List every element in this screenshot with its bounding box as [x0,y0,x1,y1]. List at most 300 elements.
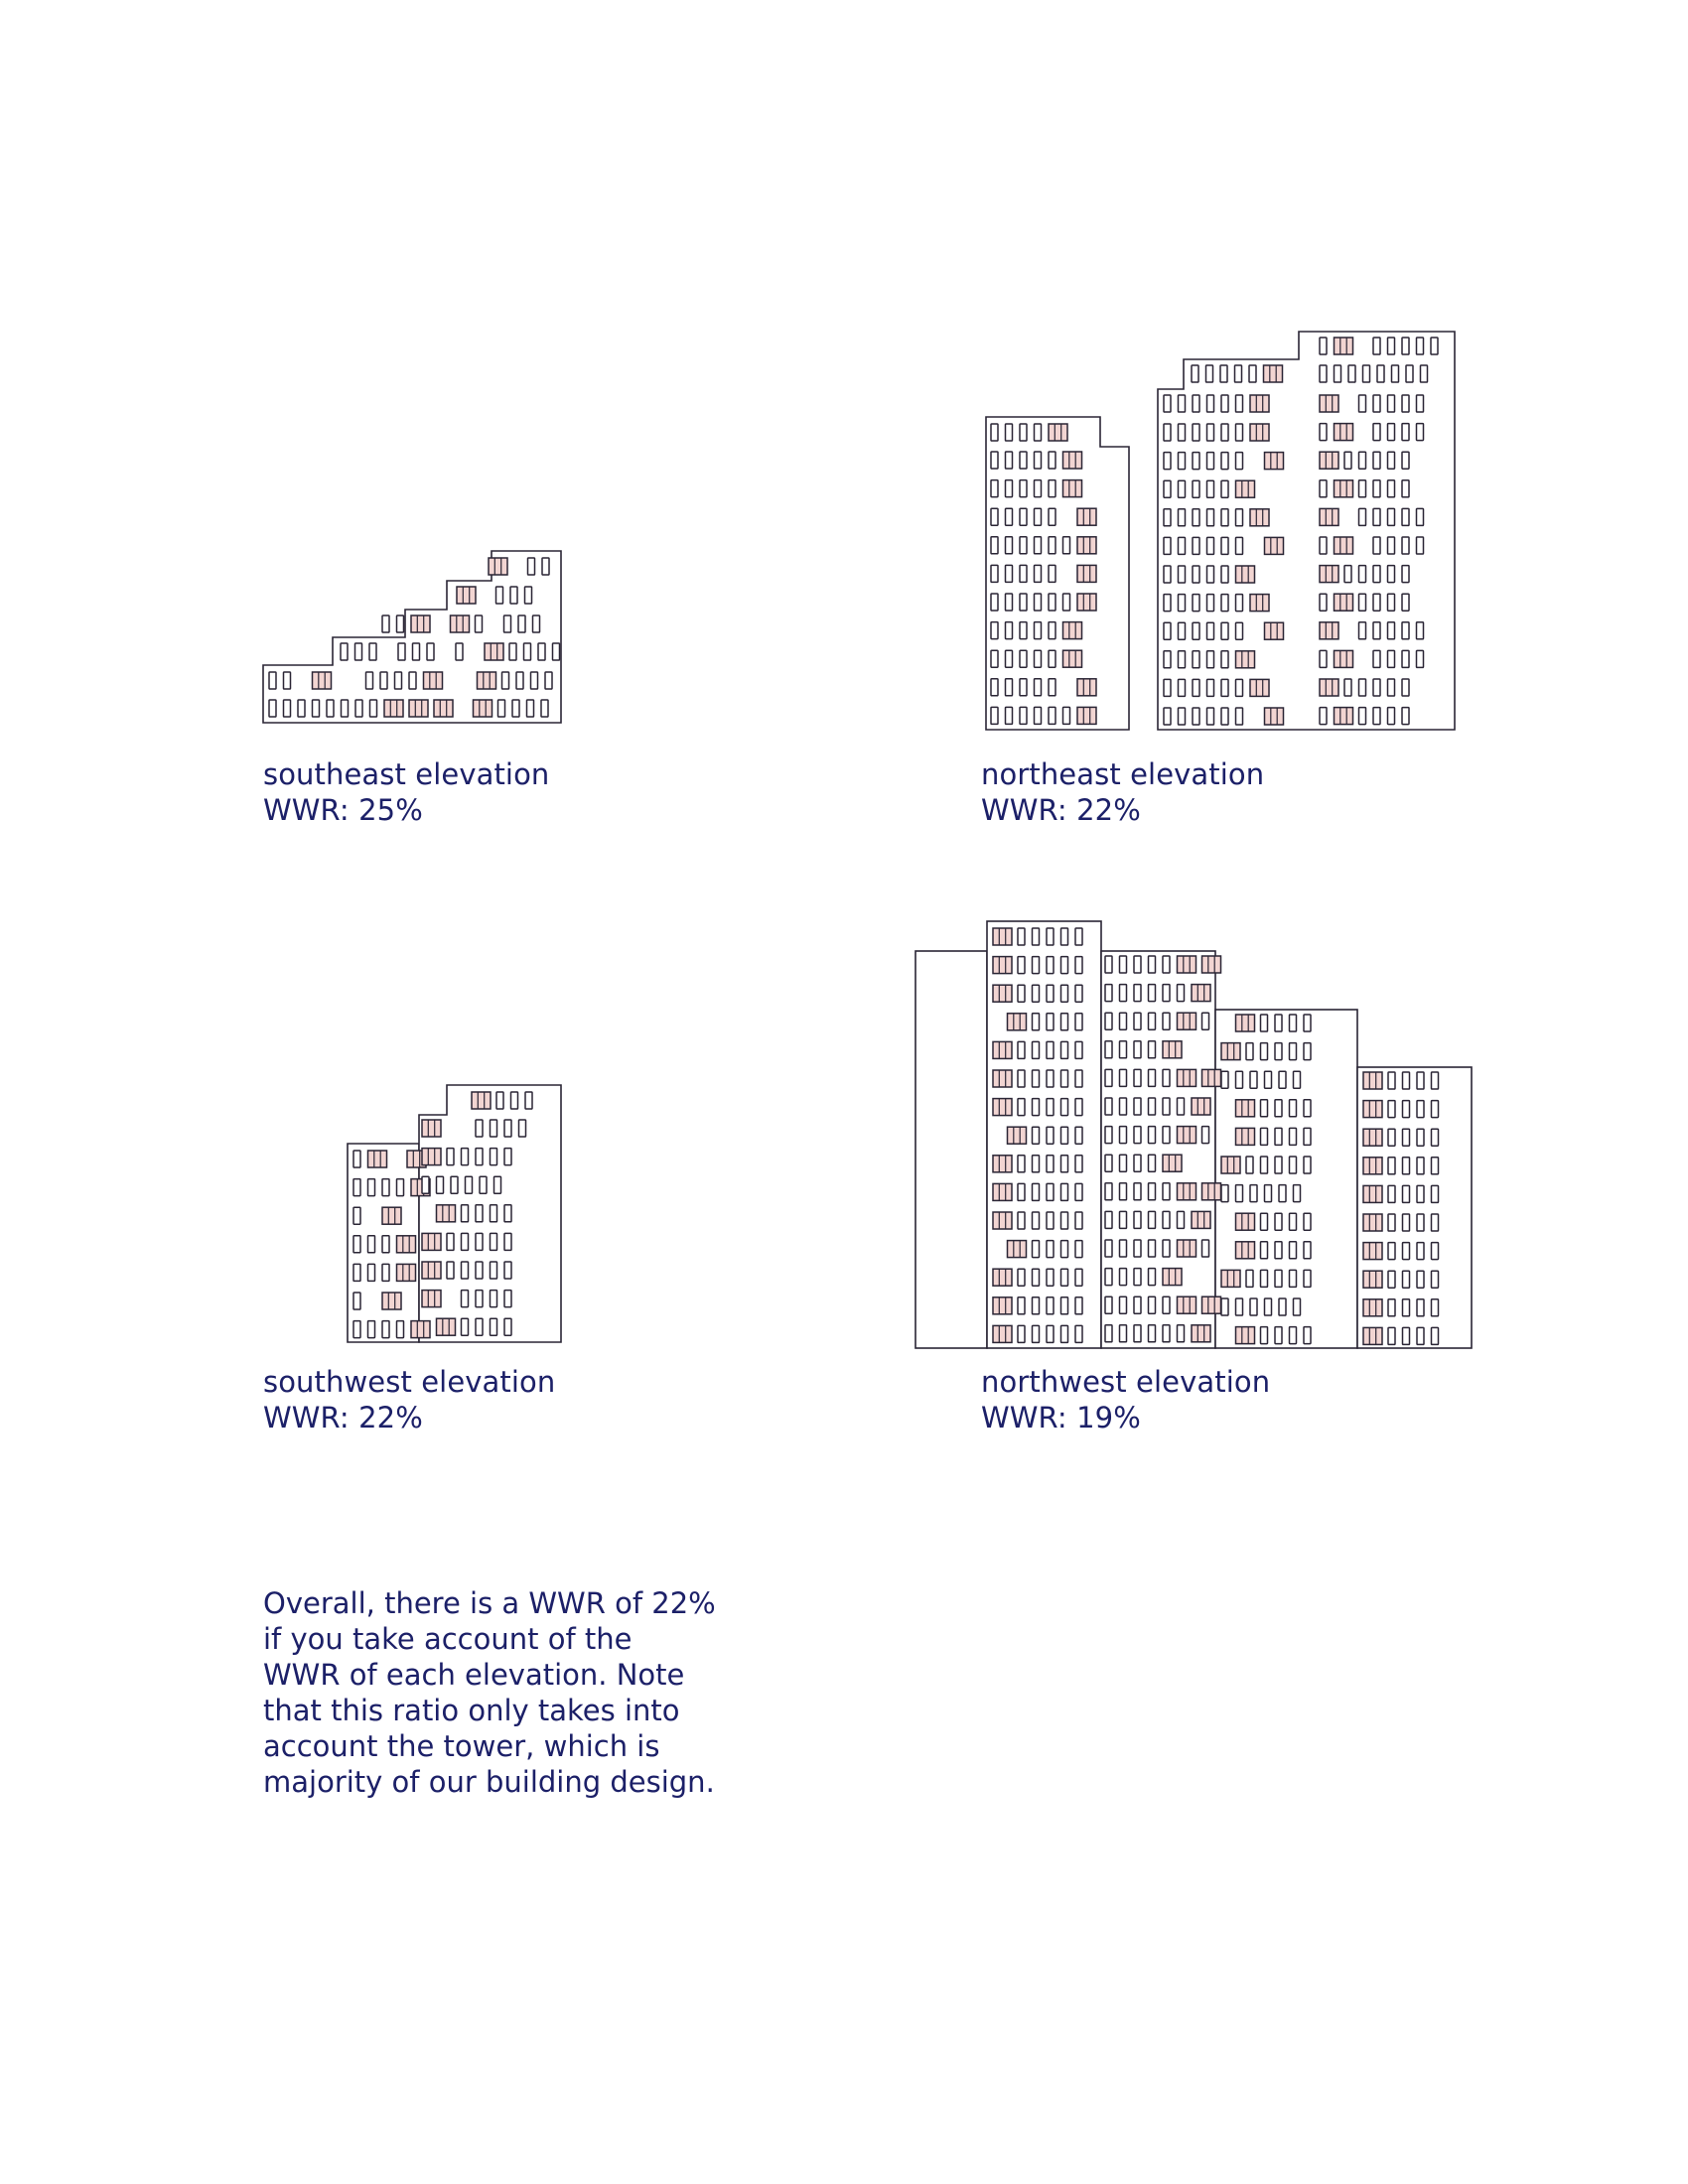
window [298,700,305,717]
window [491,1120,497,1137]
window [1261,1213,1268,1230]
window [1033,1241,1040,1258]
glazed-panel [474,700,492,717]
window [1149,1069,1156,1086]
window [1047,1041,1054,1058]
window [476,1120,483,1137]
window [1105,1297,1112,1313]
window [1033,1014,1040,1030]
window [1049,565,1055,582]
window [1359,508,1366,525]
glazed-panel [1178,1297,1196,1313]
window [1417,650,1424,667]
window [1417,424,1424,441]
window [1149,1297,1156,1313]
window [1417,1243,1424,1260]
window [1320,480,1327,497]
window [1417,1101,1424,1118]
window [491,1205,497,1222]
window [1179,651,1186,668]
window [1202,1127,1209,1144]
glazed-panel [384,700,403,717]
window [1388,679,1395,696]
window [1164,622,1171,639]
window [1250,1071,1257,1088]
glazed-panel [1265,708,1284,725]
window [1221,424,1228,441]
window [525,1092,532,1109]
glazed-panel [1236,566,1255,583]
window [1432,1299,1439,1316]
window [395,672,402,689]
window [1290,1100,1297,1117]
window [1149,1211,1156,1228]
southwest-elevation-caption [263,1364,555,1435]
window [476,1262,483,1279]
glazed-panel [451,615,470,632]
window [382,615,389,632]
glazed-panel [422,1291,441,1307]
window [531,672,538,689]
window [1179,679,1186,696]
glazed-panel [993,1183,1012,1200]
window [1392,365,1399,382]
window [991,622,998,639]
glazed-panel [1063,622,1082,639]
glazed-panel [1250,424,1269,441]
window [1163,1297,1170,1313]
window [1304,1128,1311,1145]
window [368,1264,375,1281]
window [491,1262,497,1279]
window [1035,679,1042,696]
window [1417,1185,1424,1202]
window [1035,480,1042,497]
window [462,1262,469,1279]
building-outline [263,551,561,723]
window [1061,1241,1068,1258]
glazed-panel [478,672,496,689]
glazed-panel [1077,508,1096,525]
window [1035,452,1042,469]
window [1290,1043,1297,1060]
window [1035,424,1042,441]
glazed-panel [1320,395,1338,412]
window [1236,1185,1243,1202]
glazed-panel [1008,1127,1027,1144]
window [1417,1214,1424,1231]
window [1035,537,1042,554]
window [1018,1041,1025,1058]
window [1047,1212,1054,1229]
building-outline [915,951,987,1348]
glazed-panel [1363,1327,1382,1344]
window [1193,453,1199,470]
window [1275,1043,1282,1060]
window [1304,1327,1311,1344]
glazed-panel [1363,1271,1382,1288]
window [1344,566,1351,583]
window [1388,650,1395,667]
glazed-panel [1335,708,1353,725]
window [1431,338,1438,354]
glazed-panel [313,672,332,689]
window [538,643,545,660]
northwest-elevation-label: northwest elevation [981,1365,1271,1399]
window [382,1179,389,1196]
window [1304,1157,1311,1173]
window [1049,537,1055,554]
window [398,643,405,660]
window [1006,679,1013,696]
window [1163,985,1170,1002]
window [1061,1269,1068,1286]
window [1033,1269,1040,1286]
window [511,1092,518,1109]
window [1075,957,1082,974]
window [1178,1211,1185,1228]
window [462,1205,469,1222]
window [1105,1269,1112,1286]
window [1164,395,1171,412]
window [1061,985,1068,1002]
glazed-panel [1335,650,1353,667]
window [1192,365,1198,382]
glazed-panel [1008,1014,1027,1030]
window [1402,679,1409,696]
glazed-panel [1363,1243,1382,1260]
window [1236,453,1243,470]
window [1279,1185,1286,1202]
glazed-panel [993,1269,1012,1286]
window [447,1149,454,1165]
window [353,1321,360,1338]
glazed-panel [1178,1069,1196,1086]
glazed-panel [1363,1158,1382,1174]
window [1388,395,1395,412]
window [1163,1098,1170,1115]
window [1236,424,1243,441]
window [1179,395,1186,412]
glazed-panel [489,558,507,575]
window [496,587,503,604]
glazed-panel [1077,707,1096,724]
window [491,1149,497,1165]
window [1417,1072,1424,1089]
glazed-panel [457,587,476,604]
window [1047,1269,1054,1286]
glazed-panel [422,1120,441,1137]
window [1149,1013,1156,1029]
window [1432,1271,1439,1288]
window [1164,708,1171,725]
window [1075,1014,1082,1030]
window [1432,1214,1439,1231]
window [1033,957,1040,974]
window [1275,1015,1282,1031]
window [1236,1298,1243,1315]
window [1403,1299,1410,1316]
window [1402,594,1409,611]
window [1033,1041,1040,1058]
window [369,643,376,660]
window [1221,480,1228,497]
window [1377,365,1384,382]
window [1388,1327,1395,1344]
building-outline [1101,951,1215,1348]
window [1221,622,1228,639]
window [1179,595,1186,612]
window [1149,1041,1156,1058]
glazed-panel [411,615,430,632]
window [1105,1041,1112,1058]
window [519,1120,526,1137]
window [368,1179,375,1196]
window [1320,338,1327,354]
glazed-panel [1320,508,1338,525]
window [1049,679,1055,696]
glazed-panel [422,1149,441,1165]
window [1388,1158,1395,1174]
window [1402,508,1409,525]
glazed-panel [1320,622,1338,639]
window [510,587,517,604]
window [541,700,548,717]
window [1006,594,1013,611]
window [1033,1183,1040,1200]
window [466,1176,473,1193]
window [1075,1297,1082,1314]
window [1047,928,1054,945]
window [1373,650,1380,667]
window [1075,928,1082,945]
window [1359,708,1366,725]
window [1134,1069,1141,1086]
window [447,1262,454,1279]
window [1320,365,1327,382]
window [1134,956,1141,973]
window [1304,1242,1311,1259]
southeast-elevation-label: southeast elevation [263,757,550,791]
window [353,1236,360,1253]
window [1178,985,1185,1002]
window [397,615,404,632]
glazed-panel [1192,1325,1210,1342]
window [1275,1100,1282,1117]
window [437,1176,444,1193]
window [1402,338,1409,354]
window [991,480,998,497]
window [269,700,276,717]
window [1221,651,1228,668]
glazed-panel [397,1264,416,1281]
window [1120,1013,1127,1029]
window [1359,622,1366,639]
window [1033,1325,1040,1342]
window [1134,1013,1141,1029]
window [1020,452,1027,469]
window [1047,1241,1054,1258]
window [1432,1243,1439,1260]
window [1134,1297,1141,1313]
window [427,643,434,660]
window [1388,1129,1395,1146]
window [1373,594,1380,611]
window [1163,1183,1170,1200]
window [1033,1070,1040,1087]
window [1250,1185,1257,1202]
window [1403,1327,1410,1344]
glazed-panel [1236,1213,1255,1230]
window [1363,365,1370,382]
glazed-panel [1250,679,1269,696]
window [1265,1185,1272,1202]
window [1207,651,1214,668]
window [498,700,505,717]
glazed-panel [411,1321,430,1338]
window [313,700,320,717]
window [1261,1242,1268,1259]
window [502,672,509,689]
window [1402,452,1409,469]
window [1304,1270,1311,1287]
window [504,1291,511,1307]
window [504,615,511,632]
window [1061,1014,1068,1030]
window [382,1321,389,1338]
window [1221,1071,1228,1088]
southeast-elevation-caption [263,756,549,828]
window [545,672,552,689]
window [1047,1183,1054,1200]
window [1221,509,1228,526]
window [1249,365,1256,382]
window [542,558,549,575]
window [518,615,525,632]
window [1290,1270,1297,1287]
window [1163,1240,1170,1257]
window [1075,1099,1082,1116]
window [1221,453,1228,470]
window [1006,537,1013,554]
window [382,1236,389,1253]
window [1006,565,1013,582]
window [1134,1269,1141,1286]
window [1193,622,1199,639]
window [1279,1298,1286,1315]
window [269,672,276,689]
window [476,1205,483,1222]
glazed-panel [1163,1041,1182,1058]
window [1033,985,1040,1002]
window [1120,1240,1127,1257]
window [1406,365,1413,382]
window [1149,1183,1156,1200]
window [1304,1213,1311,1230]
window [1359,679,1366,696]
window [1275,1128,1282,1145]
window [355,700,362,717]
window [1075,1070,1082,1087]
window [1075,1269,1082,1286]
window [1388,1072,1395,1089]
window [1149,1240,1156,1257]
window [1105,1013,1112,1029]
window [1246,1270,1253,1287]
window [1049,508,1055,525]
window [1236,1071,1243,1088]
window [1049,622,1055,639]
window [1402,395,1409,412]
window [1221,1298,1228,1315]
glazed-panel [993,1099,1012,1116]
window [533,615,540,632]
window [1018,928,1025,945]
window [1061,1212,1068,1229]
glazed-panel [993,1041,1012,1058]
window [1120,985,1127,1002]
glazed-panel [1192,1211,1210,1228]
northeast-elevation-drawing [986,332,1455,730]
window [1388,424,1395,441]
window [1178,1325,1185,1342]
window [1049,594,1055,611]
window [422,1176,429,1193]
window [1373,566,1380,583]
window [1035,565,1042,582]
glazed-panel [485,643,503,660]
window [991,650,998,667]
window [1207,453,1214,470]
window [1179,537,1186,554]
window [991,679,998,696]
glazed-panel [1077,565,1096,582]
window [1120,1269,1127,1286]
window [527,700,534,717]
glazed-panel [437,1318,456,1335]
window [382,1264,389,1281]
window [451,1176,458,1193]
window [1061,1099,1068,1116]
window [1236,537,1243,554]
window [1261,1128,1268,1145]
window [1417,622,1424,639]
window [1179,622,1186,639]
glazed-panel [1236,1242,1255,1259]
window [1221,566,1228,583]
window [1320,594,1327,611]
window [1193,480,1199,497]
window [1207,424,1214,441]
window [1220,365,1227,382]
glazed-panel [1063,650,1082,667]
window [1290,1128,1297,1145]
window [413,643,420,660]
window [525,587,532,604]
window [991,452,998,469]
window [1163,1325,1170,1342]
window [1061,1070,1068,1087]
window [1164,480,1171,497]
window [1018,1156,1025,1172]
glazed-panel [993,985,1012,1002]
window [1403,1101,1410,1118]
window [1206,365,1213,382]
glazed-panel [1363,1214,1382,1231]
window [1020,424,1027,441]
window [1018,1297,1025,1314]
window [366,672,373,689]
